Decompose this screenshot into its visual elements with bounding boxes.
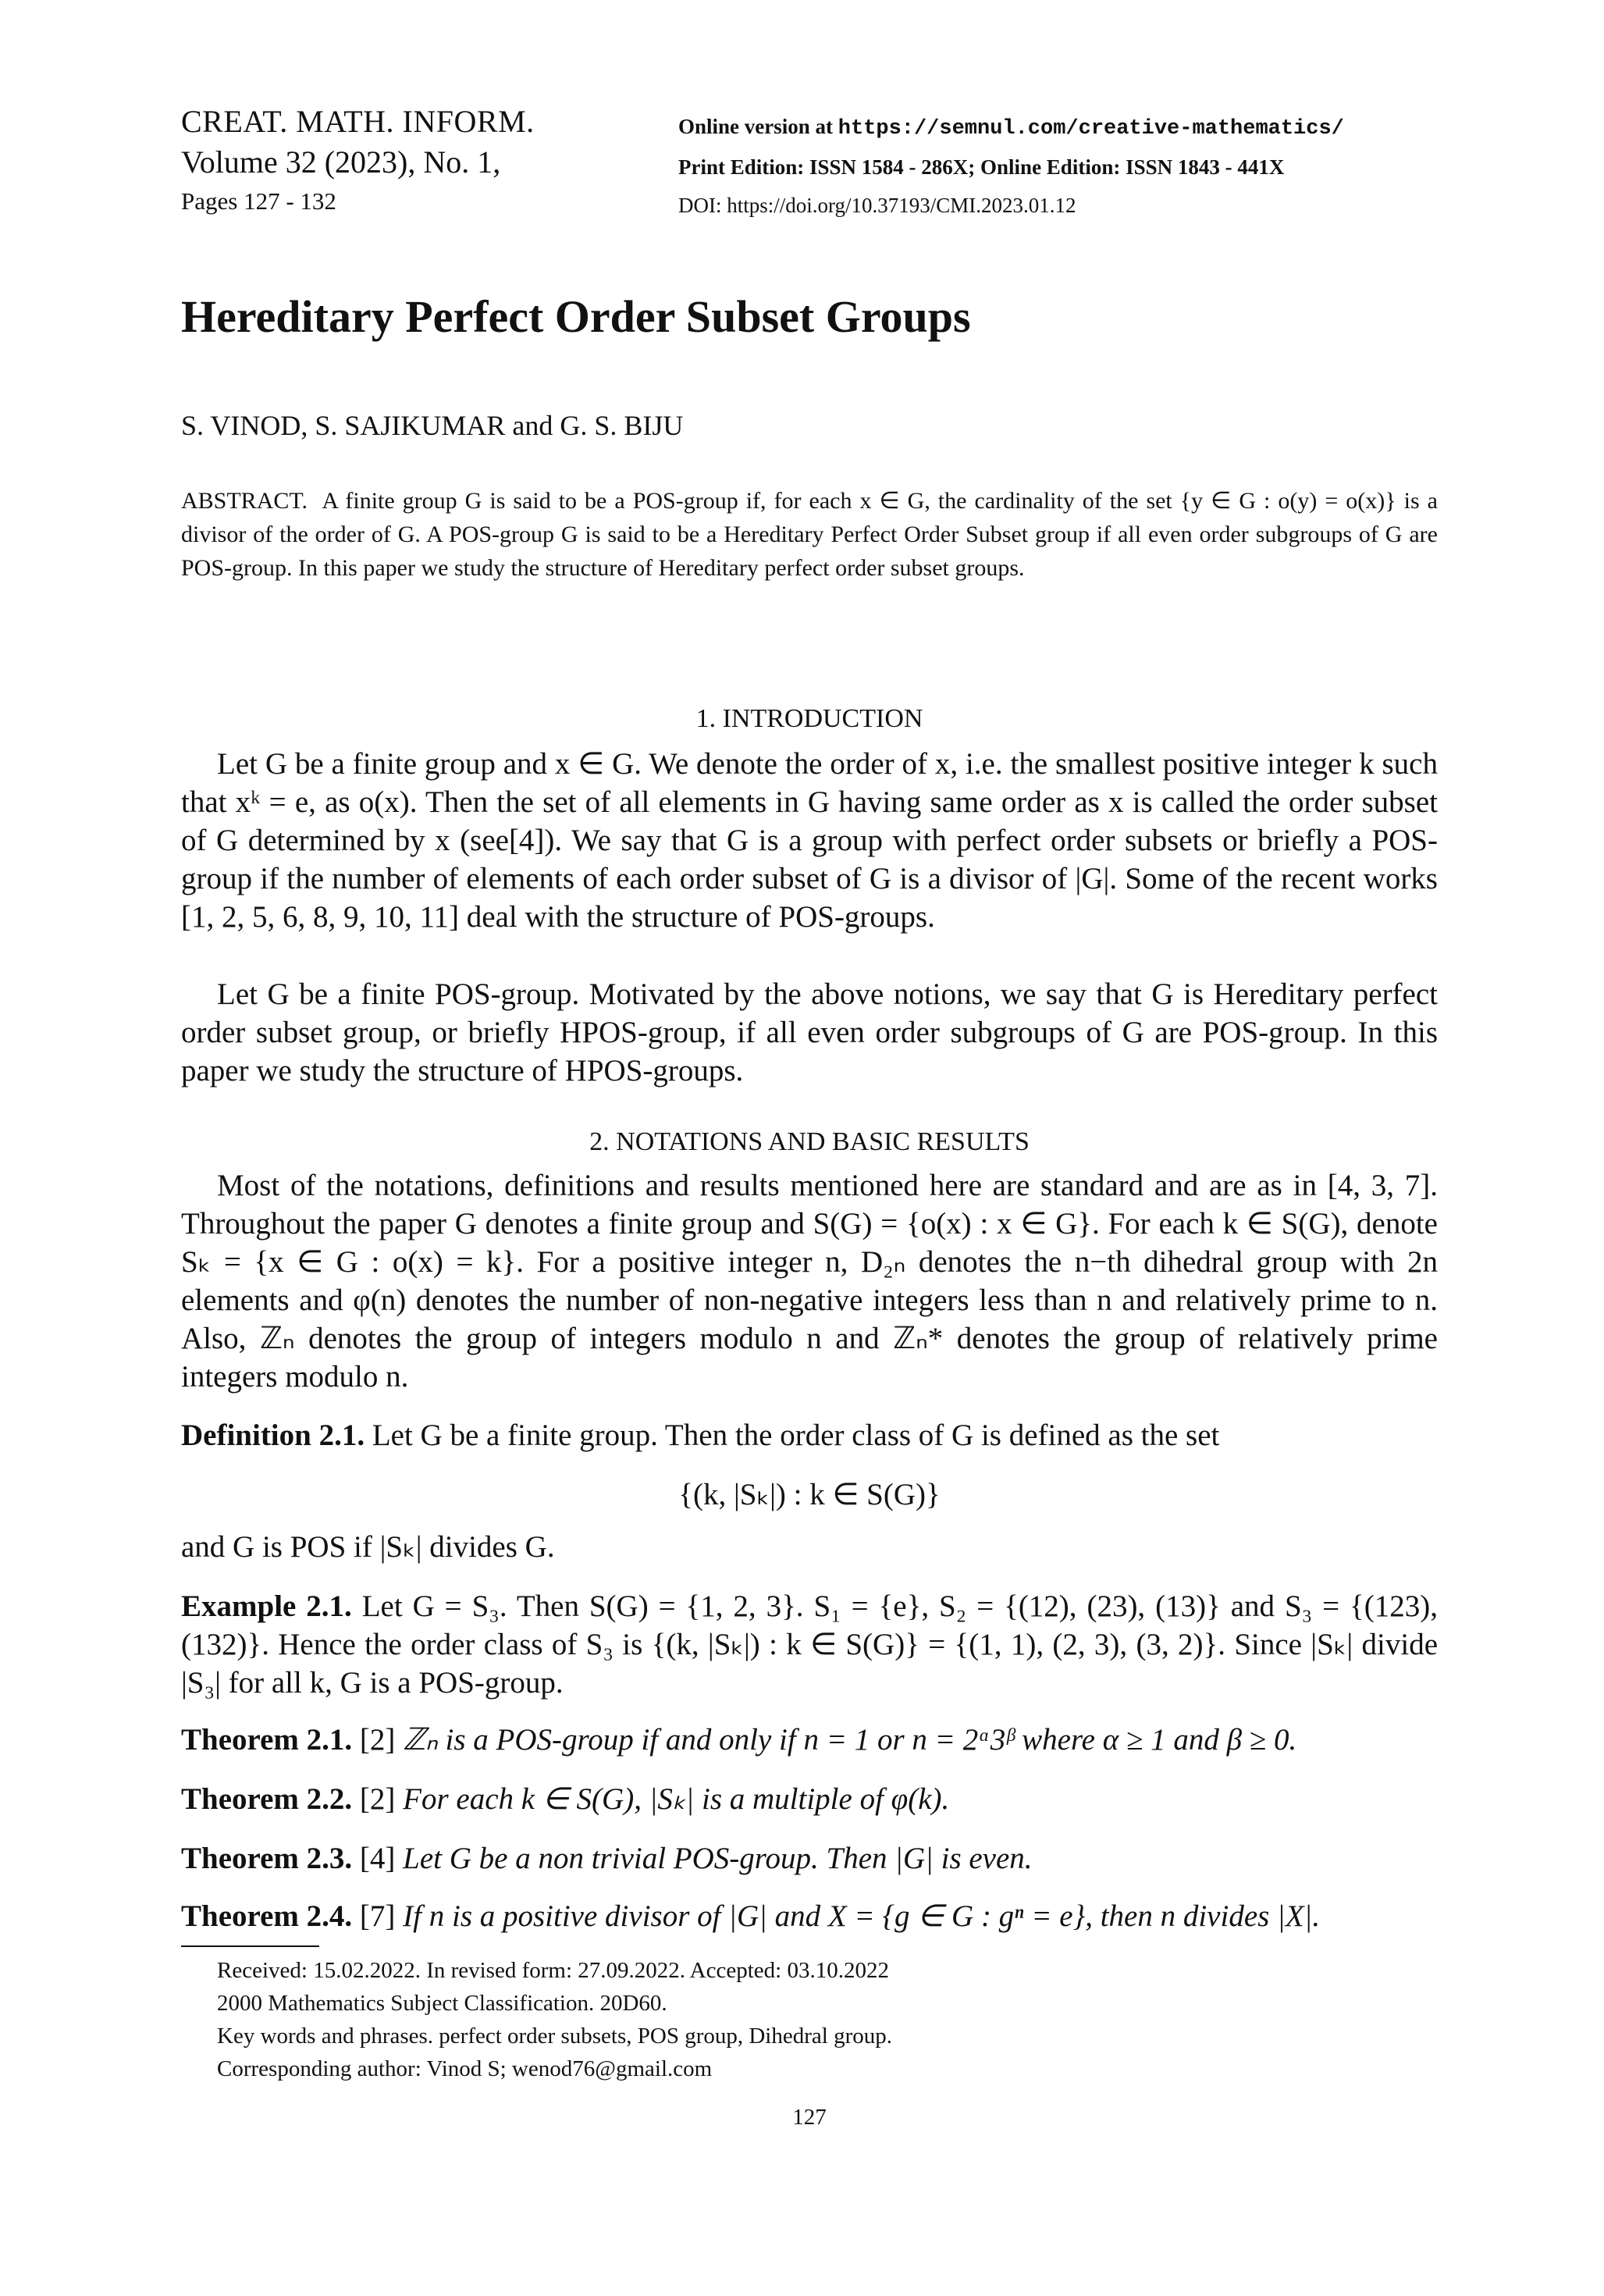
theorem-text: Let G be a non trivial POS-group. Then |G| is even. bbox=[403, 1842, 1033, 1875]
corresponding-author: Corresponding author: Vinod S; wenod76@gmail.com bbox=[217, 2056, 713, 2081]
paper-title: Hereditary Perfect Order Subset Groups bbox=[181, 291, 971, 342]
received-dates: Received: 15.02.2022. In revised form: 27.09.2022. Accepted: 03.10.2022 bbox=[217, 1958, 889, 1983]
theorem-2-1: Theorem 2.1. [2] ℤₙ is a POS-group if and only if n = 1 or n = 2ᵅ3ᵝ where α ≥ 1 and β ≥ 0. bbox=[181, 1723, 1297, 1757]
theorem-ref[interactable]: [2] bbox=[359, 1782, 396, 1816]
online-url[interactable]: https://semnul.com/creative-mathematics/ bbox=[838, 117, 1344, 141]
doi-line[interactable]: DOI: https://doi.org/10.37193/CMI.2023.01.12 bbox=[678, 194, 1076, 217]
intro-paragraph-2: Let G be a finite POS-group. Motivated by the above notions, we say that G is Hereditary perfect order subset group, or briefly HPOS-group, if all even order subgroups of G are POS-group. In this paper we study the structure of HPOS-groups. bbox=[181, 977, 1438, 1087]
theorem-text: ℤₙ is a POS-group if and only if n = 1 or n = 2ᵅ3ᵝ where α ≥ 1 and β ≥ 0. bbox=[403, 1723, 1297, 1757]
journal-header bbox=[181, 101, 1438, 226]
theorem-ref[interactable]: [4] bbox=[359, 1842, 396, 1875]
abstract bbox=[181, 484, 1438, 585]
abstract-text: A finite group G is said to be a POS-group if, for each x ∈ G, the cardinality of the set {y ∈ G : o(y) = o(x)} is a divisor of the order of G. A POS-group G is said to be a Hereditary Perfect Order Subset group if all even order subgroups of G are POS-group. In this paper we study the structure of Hereditary perfect order subset groups. bbox=[181, 488, 1438, 581]
page-number: 127 bbox=[792, 2105, 827, 2130]
notation-paragraph: Most of the notations, definitions and results mentioned here are standard and are as in [4, 3, 7]. Throughout the paper G denotes a finite group and S(G) = {o(x) : x ∈ G}. For each k ∈ S(G), denote Sₖ = {x ∈ G : o(x) = k}. For a positive integer n, D₂ₙ denotes the n−th dihedral group with 2n elements and φ(n) denotes the number of non-negative integers less than n and relatively prime to n. Also, ℤₙ denotes the group of integers modulo n and ℤₙ* denotes the group of relatively prime integers modulo n. bbox=[181, 1169, 1438, 1394]
msc-classification: 2000 Mathematics Subject Classification. 20D60. bbox=[217, 1991, 667, 2016]
theorem-text: For each k ∈ S(G), |Sₖ| is a multiple of φ(k). bbox=[403, 1782, 950, 1816]
section-heading-introduction: 1. INTRODUCTION bbox=[695, 704, 923, 733]
definition-display-formula: {(k, |Sₖ|) : k ∈ S(G)} bbox=[678, 1478, 941, 1511]
theorem-2-4: Theorem 2.4. [7] If n is a positive divisor of |G| and X = {g ∈ G : gⁿ = e}, then n divides |X|. bbox=[181, 1899, 1321, 1933]
online-version bbox=[678, 108, 1344, 148]
intro-paragraph-1: Let G be a finite group and x ∈ G. We denote the order of x, i.e. the smallest positive integer k such that xᵏ = e, as o(x). Then the set of all elements in G having same order as x is called the order subset of G determined by x (see[4]). We say that G is a group with perfect order subsets or briefly a POS-group if the number of elements of each order subset of G is a divisor of |G|. Some of the recent works [1, 2, 5, 6, 8, 9, 10, 11] deal with the structure of POS-groups. bbox=[181, 747, 1438, 934]
page-range: Pages 127 - 132 bbox=[181, 187, 336, 215]
publication-info bbox=[678, 108, 1344, 225]
theorem-2-3: Theorem 2.3. [4] Let G be a non trivial POS-group. Then |G| is even. bbox=[181, 1842, 1033, 1875]
issn-line: Print Edition: ISSN 1584 - 286X; Online Edition: ISSN 1843 - 441X bbox=[678, 155, 1285, 179]
journal-info bbox=[181, 101, 535, 220]
footnotes bbox=[217, 1954, 892, 2085]
journal-name: CREAT. MATH. INFORM. bbox=[181, 104, 535, 139]
definition-label: Definition 2.1. bbox=[181, 1419, 365, 1452]
example-label: Example 2.1. bbox=[181, 1589, 352, 1623]
abstract-label: ABSTRACT. bbox=[181, 488, 308, 514]
keywords: Key words and phrases. perfect order subsets, POS group, Dihedral group. bbox=[217, 2024, 892, 2049]
theorem-ref[interactable]: [2] bbox=[359, 1723, 396, 1757]
example-2-1 bbox=[181, 1587, 1438, 1702]
footnote-rule bbox=[181, 1945, 319, 1947]
authors: S. VINOD, S. SAJIKUMAR and G. S. BIJU bbox=[181, 410, 684, 441]
volume-line: Volume 32 (2023), No. 1, bbox=[181, 144, 501, 180]
definition-2-1 bbox=[181, 1416, 1438, 1454]
definition-text: Let G be a finite group. Then the order class of G is defined as the set bbox=[372, 1419, 1220, 1452]
theorem-2-2: Theorem 2.2. [2] For each k ∈ S(G), |Sₖ| is a multiple of φ(k). bbox=[181, 1782, 950, 1816]
example-text: Let G = S₃. Then S(G) = {1, 2, 3}. S₁ = {e}, S₂ = {(12), (23), (13)} and S₃ = {(123), (132)}. Hence the order class of S₃ is {(k, |Sₖ|) : k ∈ S(G)} = {(1, 1), (2, 3), (3, 2)}. Since |Sₖ| divide |S₃| for all k, G is a POS-group. bbox=[181, 1589, 1438, 1700]
theorem-ref[interactable]: [7] bbox=[359, 1899, 396, 1933]
section-heading-notations: 2. NOTATIONS AND BASIC RESULTS bbox=[589, 1127, 1030, 1156]
definition-after: and G is POS if |Sₖ| divides G. bbox=[181, 1530, 555, 1564]
online-label: Online version at bbox=[678, 115, 834, 138]
theorem-text: If n is a positive divisor of |G| and X = {g ∈ G : gⁿ = e}, then n divides |X|. bbox=[403, 1899, 1321, 1933]
